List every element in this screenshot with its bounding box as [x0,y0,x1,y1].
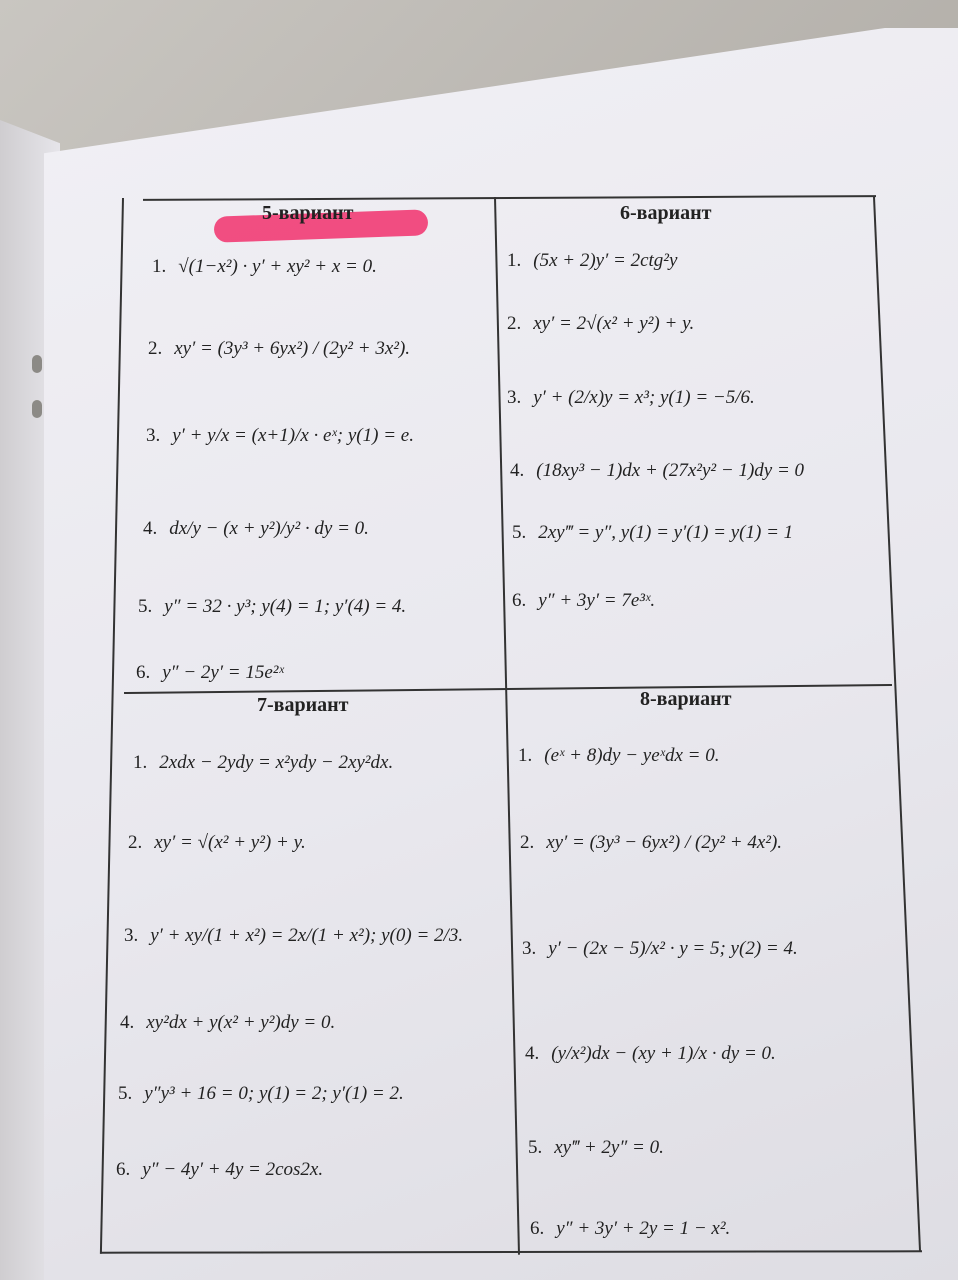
table-right-border [873,197,921,1252]
table-bottom-border [100,1250,922,1253]
variant-5-title: 5-вариант [262,202,354,224]
variant-7-problem-2: 2. xy′ = √(x² + y²) + y. [128,832,306,853]
variant-5-problem-5: 5. y″ = 32 · y³; y(4) = 1; y′(4) = 4. [138,596,407,617]
variant-7-title: 7-вариант [257,694,349,716]
variant-6-problem-3: 3. y′ + (2/x)y = x³; y(1) = −5/6. [507,387,755,408]
variant-8-problem-1: 1. (eˣ + 8)dy − yeˣdx = 0. [518,745,720,766]
variant-7-problem-4: 4. xy²dx + y(x² + y²)dy = 0. [120,1012,336,1033]
variant-7-problem-5: 5. y″y³ + 16 = 0; y(1) = 2; y′(1) = 2. [118,1083,404,1104]
variant-6-problem-6: 6. y″ + 3y′ = 7e³ˣ. [512,590,656,611]
variant-8-problem-3: 3. y′ − (2x − 5)/x² · y = 5; y(2) = 4. [522,938,798,959]
variant-5-problem-3: 3. y′ + y/x = (x+1)/x · eˣ; y(1) = e. [146,425,414,446]
variant-8-problem-6: 6. y″ + 3y′ + 2y = 1 − x². [530,1218,731,1239]
variant-6-problem-5: 5. 2xy‴ = y″, y(1) = y′(1) = y(1) = 1 [512,522,794,543]
variant-6-problem-4: 4. (18xy³ − 1)dx + (27x²y² − 1)dy = 0 [510,460,805,481]
variant-5-problem-1: 1. √(1−x²) · y′ + xy² + x = 0. [152,256,377,277]
variant-5-problem-4: 4. dx/y − (x + y²)/y² · dy = 0. [143,518,369,539]
variant-7-problem-3: 3. y′ + xy/(1 + x²) = 2x/(1 + x²); y(0) = 2/3. [124,925,464,946]
variant-5-problem-6: 6. y″ − 2y′ = 15e²ˣ [136,662,284,683]
variant-5-problem-2: 2. xy′ = (3y³ + 6yx²) / (2y² + 3x²). [148,338,411,359]
variant-6-problem-1: 1. (5x + 2)y′ = 2ctg²y [507,250,678,271]
variant-8-problem-2: 2. xy′ = (3y³ − 6yx²) / (2y² + 4x²). [520,832,783,853]
variant-8-problem-4: 4. (y/x²)dx − (xy + 1)/x · dy = 0. [525,1043,776,1064]
variant-6-problem-2: 2. xy′ = 2√(x² + y²) + y. [507,313,695,334]
variant-6-title: 6-вариант [620,202,712,224]
variant-7-problem-6: 6. y″ − 4y′ + 4y = 2cos2x. [116,1159,324,1180]
variant-8-title: 8-вариант [640,688,732,710]
table-middle-horizontal [124,684,892,694]
table-top-border [143,195,876,201]
table-middle-vertical [494,197,520,1255]
variant-7-problem-1: 1. 2xdx − 2ydy = x²ydy − 2xy²dx. [133,752,394,773]
variant-8-problem-5: 5. xy‴ + 2y″ = 0. [528,1137,664,1158]
